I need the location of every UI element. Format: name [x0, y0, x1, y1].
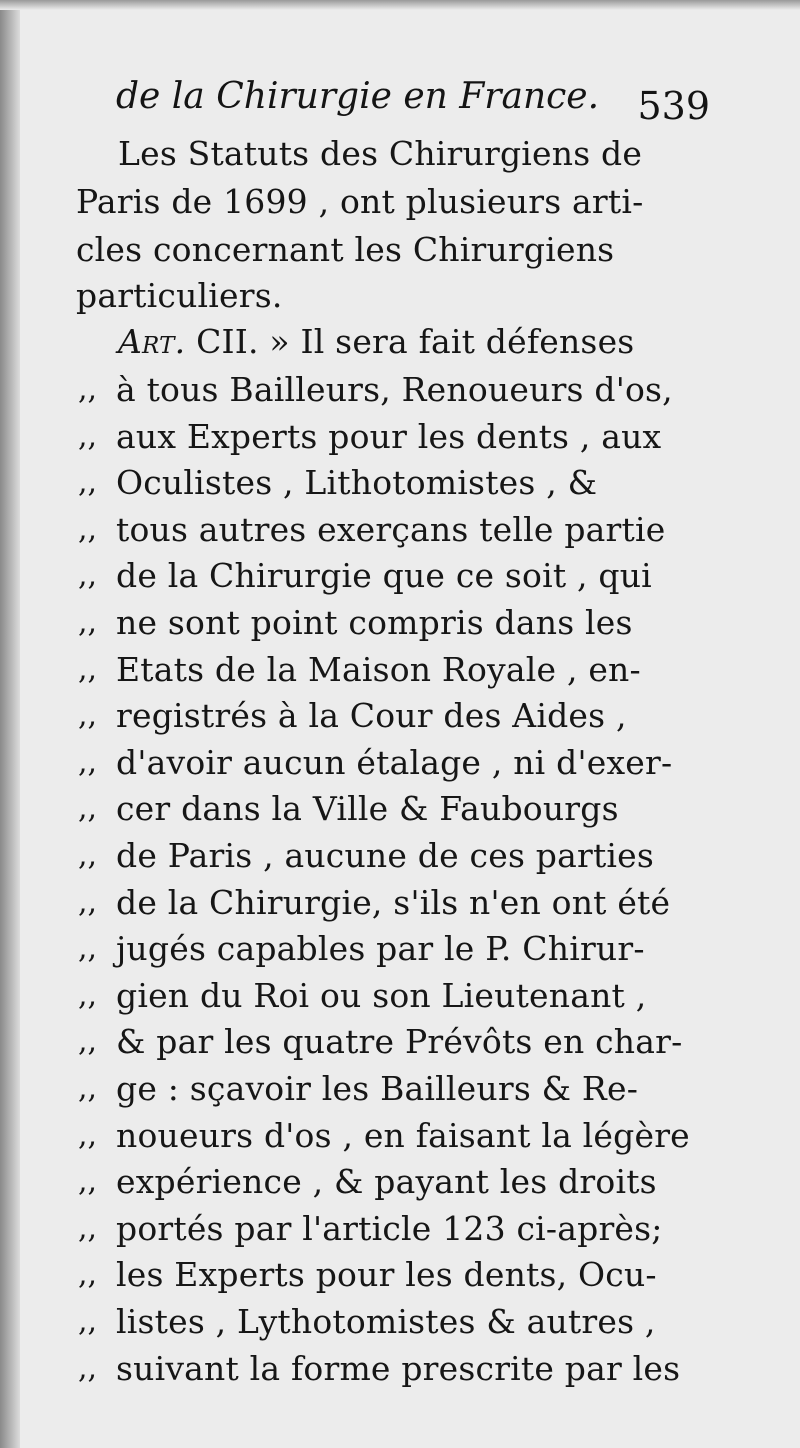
article-line: à tous Bailleurs, Renoueurs d'os, [116, 370, 673, 409]
quotation-mark: ,, [78, 419, 98, 454]
article-line: ge : sçavoir les Bailleurs & Re- [116, 1069, 639, 1108]
article-line: cer dans la Ville & Faubourgs [116, 789, 619, 828]
quotation-mark: ,, [78, 465, 98, 500]
quotation-mark: ,, [78, 978, 98, 1013]
article-line: les Experts pour les dents, Ocu- [116, 1255, 657, 1294]
quotation-mark: ,, [78, 512, 98, 547]
article-heading-line [118, 318, 634, 366]
quotation-mark: ,, [78, 558, 98, 593]
quotation-mark: ,, [78, 885, 98, 920]
article-line: aux Experts pour les dents , aux [116, 417, 662, 456]
article-line: de la Chirurgie, s'ils n'en ont été [116, 883, 671, 922]
quotation-mark: ,, [78, 1071, 98, 1106]
article-line: Etats de la Maison Royale , en- [116, 650, 641, 689]
article-line: d'avoir aucun étalage , ni d'exer- [116, 743, 673, 782]
quotation-mark: ,, [78, 1118, 98, 1153]
quotation-mark: ,, [78, 372, 98, 407]
page-number: 539 [637, 84, 710, 128]
page-gutter-shadow [0, 0, 20, 1448]
article-line: portés par l'article 123 ci-après; [116, 1209, 663, 1248]
quotation-mark: ,, [78, 1211, 98, 1246]
paragraph-line: cles concernant les Chirurgiens [76, 230, 615, 269]
quotation-mark: ,, [78, 652, 98, 687]
article-label: Art. [118, 322, 186, 361]
article-line: gien du Roi ou son Lieutenant , [116, 976, 647, 1015]
article-line: Oculistes , Lithotomistes , & [116, 463, 598, 502]
quotation-mark: ,, [78, 791, 98, 826]
article-line: expérience , & payant les droits [116, 1162, 657, 1201]
paragraph-line: Les Statuts des Chirurgiens de [118, 134, 643, 173]
paragraph-line: particuliers. [76, 276, 283, 315]
article-line: suivant la forme prescrite par les [116, 1349, 681, 1388]
quotation-mark: ,, [78, 931, 98, 966]
quotation-mark: ,, [78, 1164, 98, 1199]
quotation-mark: ,, [78, 745, 98, 780]
quotation-mark: ,, [78, 838, 98, 873]
article-line: listes , Lythotomistes & autres , [116, 1302, 656, 1341]
quotation-mark: ,, [78, 1257, 98, 1292]
article-line: & par les quatre Prévôts en char- [116, 1022, 683, 1061]
quotation-mark: ,, [78, 1351, 98, 1386]
quotation-mark: ,, [78, 605, 98, 640]
article-line: de Paris , aucune de ces parties [116, 836, 655, 875]
article-first-line: » Il sera fait défenses [269, 322, 635, 361]
article-line: tous autres exerçans telle partie [116, 510, 666, 549]
article-line: registrés à la Cour des Aides , [116, 696, 627, 735]
quotation-mark: ,, [78, 1024, 98, 1059]
article-line: noueurs d'os , en faisant la légère [116, 1116, 690, 1155]
article-number: CII. [196, 322, 259, 361]
page-top-shadow [0, 0, 800, 10]
quotation-mark: ,, [78, 1304, 98, 1339]
paragraph-line: Paris de 1699 , ont plusieurs arti- [76, 182, 644, 221]
article-line: ne sont point compris dans les [116, 603, 633, 642]
article-line: de la Chirurgie que ce soit , qui [116, 556, 652, 595]
quotation-mark: ,, [78, 698, 98, 733]
article-line: jugés capables par le P. Chirur- [116, 929, 645, 968]
running-head: de la Chirurgie en France. [116, 76, 600, 117]
